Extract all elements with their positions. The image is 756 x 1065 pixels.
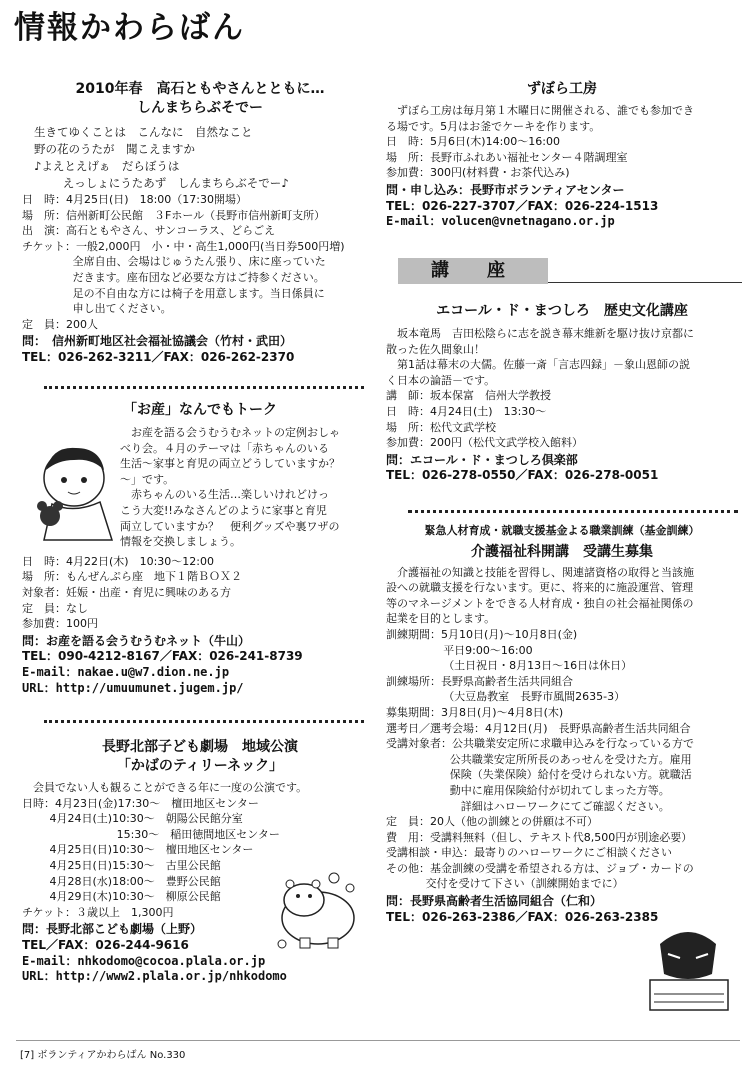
contact-url[interactable]: URL：http://www2.plala.or.jp/nhkodomo <box>22 969 287 984</box>
contact-tel: TEL：026-262-3211／FAX：026-262-2370 <box>22 349 295 364</box>
contact-name: 問： 信州新町地区社会福祉協議会（竹村・武田） <box>22 334 293 349</box>
event-place: 場 所：もんぜんぷら座 地下１階ＢＯＸ２ <box>22 570 242 584</box>
note-line: 申し出てください。 <box>72 302 172 316</box>
contact-tel: TEL／FAX：026-244-9616 <box>22 937 189 952</box>
body-line: 第1話は幕末の大儒。佐藤一斎「言志四録」－象山恩師の説 <box>397 358 690 372</box>
hippo-illustration-icon <box>270 870 370 955</box>
training-venue-detail: （大豆島教室 長野市風間2635-3） <box>443 690 626 704</box>
body-line: お産を語る会うむうむネットの定例おしゃ <box>131 426 340 439</box>
article-title: 「お産」なんでもトーク <box>123 402 277 418</box>
body-line: る場です。5月はお釜でケーキを作ります。 <box>386 119 601 133</box>
article-title: 長野北部子ども劇場 地域公演 <box>102 739 298 755</box>
body-line: べり会。４月のテーマは「赤ちゃんのいる <box>120 441 329 455</box>
body-line: 坂本竜馬 吉田松陰らに志を説き幕末維新を駆け抜け京都に <box>397 327 694 340</box>
body-line: 両立していますか？ 便利グッズや裏ワザの <box>120 519 340 533</box>
article-title: 介護福祉科開講 受講生募集 <box>471 543 653 560</box>
separator <box>44 720 364 723</box>
contact-name: 問：エコール・ド・まつしろ倶楽部 <box>386 452 578 467</box>
body-line: 設への就職支援を行ないます。更に、将来的に施設運営、管理 <box>386 581 694 595</box>
contact-tel: TEL：090-4212-8167／FAX：026-241-8739 <box>22 649 303 664</box>
article-shinmachi-concert <box>22 80 378 366</box>
event-fee: 参加費：200円（松代文武学校入館料） <box>386 436 583 450</box>
footer-rule <box>16 1040 740 1041</box>
body-line: 情報を交換しましょう。 <box>120 535 241 549</box>
contact-tel: TEL：026-278-0550／FAX：026-278-0051 <box>386 468 659 483</box>
contact-email[interactable]: E-mail：volucen@vnetnagano.or.jp <box>386 214 615 229</box>
event-target: 対象者：妊娠・出産・育児に興味のある方 <box>22 585 231 599</box>
body-line: 介護福祉の知識と技能を習得し、関連諸資格の取得と当該施 <box>397 565 694 579</box>
target-line: 詳細はハローワークにてご確認ください。 <box>460 799 670 813</box>
intro-line: 会員でない人も観ることができる年に一度の公演です。 <box>33 781 308 794</box>
event-cast: 出 演：高石ともやさん、サンコーラス、どらごえ <box>22 224 276 238</box>
baby-illustration-icon <box>22 440 122 545</box>
training-hours-note: （土日祝日・8月13日～16日は休日） <box>443 659 633 673</box>
event-capacity: 定 員：20人（他の訓練との併願は不可） <box>386 815 598 829</box>
article-ecole-matsushiro <box>386 302 738 484</box>
schedule-line: 15:30～ 稲田徳間地区センター <box>116 827 280 841</box>
event-ticket: チケット：一般2,000円 小・中・高生1,000円(当日券500円増) <box>22 239 345 253</box>
page-title: 情報かわらばん <box>14 10 245 46</box>
body-line: ～」です。 <box>120 472 175 486</box>
event-cost: 費 用：受講料無料（但し、テキスト代8,500円が別途必要） <box>386 830 693 844</box>
training-period: 訓練期間：5月10日(月)～10月8日(金) <box>386 627 578 641</box>
event-date: 日 時：4月25日(日) 18:00（17:30開場） <box>22 193 247 206</box>
other-line: 交付を受けて下さい（訓練開始までに） <box>425 877 624 891</box>
recruit-period: 募集期間：3月8日(月)～4月8日(木) <box>386 705 564 719</box>
consult-line: 受講相談・申込：最寄りのハローワークにご相談ください <box>386 846 672 860</box>
note-line: 全席自由、会場はじゅうたん張り、床に座っていた <box>72 255 326 269</box>
other-line: その他：基金訓練の受講を希望される方は、ジョブ・カードの <box>386 861 694 875</box>
schedule-line: 4月25日(日)15:30～ 古里公民館 <box>49 858 221 872</box>
target-line: 受講対象者：公共職業安定所に求職申込みを行なっている方で <box>386 737 694 751</box>
event-capacity: 定 員：なし <box>22 601 88 615</box>
note-line: 足の不自由な方には椅子を用意します。当日係員に <box>72 286 325 300</box>
selection-date: 選考日／選考会場：4月12日(月) 長野県高齢者生活共同組合 <box>386 721 691 735</box>
event-ticket: チケット：３歳以上 1,300円 <box>22 905 174 919</box>
event-date: 日 時：5月6日(木)14:00～16:00 <box>386 135 560 149</box>
training-venue: 訓練場所：長野県高齢者生活共同組合 <box>386 674 573 688</box>
page-footer: [7] ボランティアかわらばん No.330 <box>20 1050 186 1061</box>
body-line: 散った佐久間象山！ <box>386 342 485 356</box>
section-rule <box>548 282 742 283</box>
poem-line: ♪よえとえげぁ だらぼうは <box>34 159 180 173</box>
body-line: 起業を目的とします。 <box>386 612 496 626</box>
event-date: 日 時：4月24日(土) 13:30～ <box>386 404 547 418</box>
schedule-line: 日時：4月23日(金)17:30～ 檀田地区センター <box>22 796 259 810</box>
schedule-line: 4月24日(土)10:30～ 朝陽公民館分室 <box>49 812 243 826</box>
contact-email[interactable]: E-mail：nhkodomo@cocoa.plala.or.jp <box>22 953 266 968</box>
target-line: 公共職業安定所所長のあっせんを受けた方。雇用 <box>449 752 692 766</box>
schedule-line: 4月29日(木)10:30～ 柳原公民館 <box>49 890 221 904</box>
separator <box>44 386 364 389</box>
schedule-line: 4月25日(日)10:30～ 檀田地区センター <box>49 843 254 857</box>
article-subtitle: しんまちらぶそでー <box>137 100 263 116</box>
event-place: 場 所：長野市ふれあい福祉センター４階調理室 <box>386 150 628 164</box>
contact-tel: TEL：026-227-3707／FAX：026-224-1513 <box>386 198 659 213</box>
training-hours: 平日9:00～16:00 <box>443 643 533 657</box>
note-line: だきます。座布団など必要な方はご持参ください。 <box>72 270 325 284</box>
event-fee: 参加費：300円(材料費・お茶代込み) <box>386 166 570 180</box>
article-zubora-kobo <box>386 80 738 230</box>
article-title: 2010年春 高石ともやさんとともに… <box>75 81 325 97</box>
contact-name: 問・申し込み：長野市ボランティアセンター <box>386 182 625 197</box>
body-line: 生活～家事と育児の両立どうしていますか？ <box>120 457 340 471</box>
event-place: 場 所：信州新町公民館 ３Fホール（長野市信州新町支所） <box>22 208 326 222</box>
contact-url[interactable]: URL：http://umuumunet.jugem.jp/ <box>22 680 244 695</box>
body-line: ずぼら工房は毎月第１木曜日に開催される、誰でも参加でき <box>397 104 694 117</box>
article-kicker: 緊急人材育成・就職支援基金よる職業訓練（基金訓練） <box>424 524 700 537</box>
separator <box>408 510 738 513</box>
contact-name: 問：長野県高齢者生活協同組合（仁和） <box>386 894 603 909</box>
article-title: ずぼら工房 <box>527 81 597 97</box>
target-line: 保険（失業保険）給付を受けられない方。就職活 <box>449 768 692 782</box>
poem-line: 野の花のうたが 聞こえますか <box>34 142 195 156</box>
contact-name: 問：長野北部こども劇場（上野） <box>22 922 203 937</box>
body-line: こう大変!!みなさんどのように家事と育児 <box>120 503 327 517</box>
contact-email[interactable]: E-mail：nakae.u@w7.dion.ne.jp <box>22 664 230 679</box>
body-line: 赤ちゃんのいる生活…楽しいけれどけっ <box>131 488 329 502</box>
article-title: エコール・ド・まつしろ 歴史文化講座 <box>436 303 688 319</box>
event-fee: 参加費：100円 <box>22 617 98 631</box>
body-line: 等のマネージメントをできる人材育成・独自の社会福祉関係の <box>386 596 694 610</box>
contact-tel: TEL：026-263-2386／FAX：026-263-2385 <box>386 909 659 924</box>
event-lecturer: 講 師：坂本保富 信州大学教授 <box>386 389 551 403</box>
schedule-line: 4月28日(水)18:00～ 豊野公民館 <box>49 874 221 888</box>
event-capacity: 定 員：200人 <box>22 317 98 331</box>
body-line: く日本の論語－です。 <box>386 373 496 387</box>
contact-name: 問：お産を語る会うむうむネット（牛山） <box>22 633 251 648</box>
event-place: 場 所：松代文武学校 <box>386 420 496 434</box>
target-line: 動中に雇用保険給付が切れてしまった方等。 <box>449 783 670 797</box>
event-date: 日 時：4月22日(木) 10:30～12:00 <box>22 554 214 568</box>
section-label: 講 座 <box>398 258 548 284</box>
article-subtitle: 「かばのティリーネック」 <box>116 758 284 774</box>
poem-line: えっしょにうたあず しんまちらぶそでー♪ <box>62 176 289 190</box>
poem-line: 生きてゆくことは こんなに 自然なこと <box>34 125 253 139</box>
student-illustration-icon <box>640 924 738 1020</box>
article-kaigo-fukushi <box>386 523 738 925</box>
